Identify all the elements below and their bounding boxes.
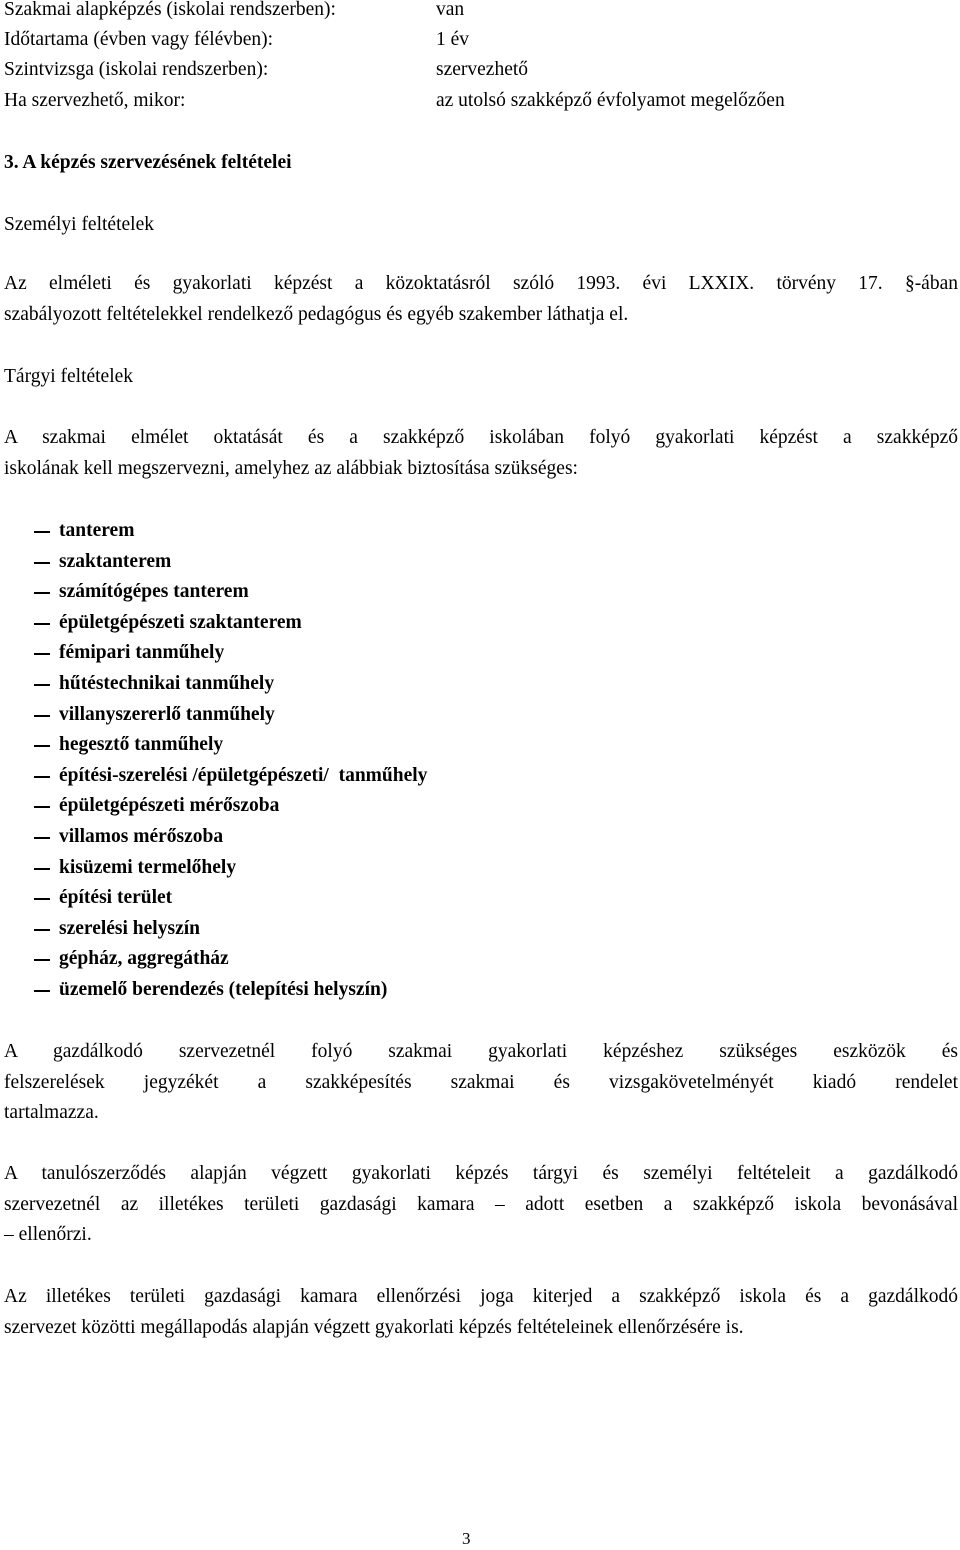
section-title: 3. A képzés szervezésének feltételei <box>4 152 292 173</box>
paragraph-line: A szakmai elmélet oktatását és a szakképző iskolában folyó gyakorlati képzést a szakképző <box>4 427 958 448</box>
page-number: 3 <box>462 1529 471 1548</box>
dash-bullet <box>34 959 50 961</box>
info-label: Szakmai alapképzés (iskolai rendszerben): <box>4 0 336 20</box>
paragraph-line: – ellenőrzi. <box>4 1224 92 1245</box>
info-row <box>4 55 958 85</box>
list-item: hegesztő tanműhely <box>34 730 427 761</box>
dash-bullet <box>34 531 50 533</box>
paragraph-line: iskolának kell megszervezni, amelyhez az alábbiak biztosítása szükséges: <box>4 457 578 479</box>
list-item: tanterem <box>34 516 427 547</box>
info-row <box>4 0 958 25</box>
info-value: szervezhető <box>436 59 529 80</box>
info-value: van <box>436 0 465 20</box>
paragraph-line: Az elméleti és gyakorlati képzést a közoktatásról szóló 1993. évi LXXIX. törvény 17. §-ában <box>4 273 958 294</box>
dash-bullet <box>34 592 50 594</box>
list-item: villamos mérőszoba <box>34 822 427 853</box>
dash-bullet <box>34 623 50 625</box>
list-item: épületgépészeti szaktanterem <box>34 608 427 639</box>
paragraph-line: tartalmazza. <box>4 1102 99 1123</box>
list-item: üzemelő berendezés (telepítési helyszín) <box>34 975 427 1006</box>
dash-bullet <box>34 745 50 747</box>
dash-bullet <box>34 898 50 900</box>
paragraph-line: A gazdálkodó szervezetnél folyó szakmai gyakorlati képzéshez szükséges eszközök és <box>4 1041 958 1062</box>
material-heading: Tárgyi feltételek <box>4 366 134 387</box>
paragraph-line: felszerelések jegyzékét a szakképesítés szakmai és vizsgakövetelményét kiadó rendelet <box>4 1071 958 1093</box>
requirements-list <box>34 516 427 1006</box>
list-item: villanyszererlő tanműhely <box>34 700 427 731</box>
list-item: szerelési helyszín <box>34 914 427 945</box>
info-row <box>4 25 958 55</box>
dash-bullet <box>34 684 50 686</box>
dash-bullet <box>34 806 50 808</box>
info-label: Szintvizsga (iskolai rendszerben): <box>4 59 269 80</box>
dash-bullet <box>34 776 50 778</box>
personal-paragraph <box>4 269 958 330</box>
list-item: építési terület <box>34 883 427 914</box>
dash-bullet <box>34 837 50 839</box>
list-item: építési-szerelési /épületgépészeti/ tanműhely <box>34 761 427 792</box>
dash-bullet <box>34 653 50 655</box>
info-label: Ha szervezhető, mikor: <box>4 90 186 111</box>
equipment-paragraph <box>4 1037 958 1129</box>
list-item: hűtéstechnikai tanműhely <box>34 669 427 700</box>
chamber-paragraph <box>4 1282 958 1343</box>
dash-bullet <box>34 868 50 870</box>
info-label: Időtartama (évben vagy félévben): <box>4 29 274 50</box>
list-item: kisüzemi termelőhely <box>34 853 427 884</box>
list-item: gépház, aggregátház <box>34 944 427 975</box>
dash-bullet <box>34 715 50 717</box>
info-value: 1 év <box>436 29 470 50</box>
list-item: fémipari tanműhely <box>34 638 427 669</box>
paragraph-line: szabályozott feltételekkel rendelkező pedagógus és egyéb szakember láthatja el. <box>4 303 629 325</box>
paragraph-line: szervezetnél az illetékes területi gazdasági kamara – adott esetben a szakképző iskola bevonásával <box>4 1193 958 1215</box>
dash-bullet <box>34 562 50 564</box>
paragraph-line: Az illetékes területi gazdasági kamara ellenőrzési joga kiterjed a szakképző iskola és a gazdálkodó <box>4 1286 958 1307</box>
info-value: az utolsó szakképző évfolyamot megelőzően <box>436 90 785 111</box>
dash-bullet <box>34 990 50 992</box>
info-row <box>4 86 958 116</box>
list-item: szaktanterem <box>34 547 427 578</box>
dash-bullet <box>34 929 50 931</box>
list-item: számítógépes tanterem <box>34 577 427 608</box>
personal-heading: Személyi feltételek <box>4 214 154 235</box>
paragraph-line: A tanulószerződés alapján végzett gyakorlati képzés tárgyi és személyi feltételeit a gazdálkodó <box>4 1163 958 1184</box>
list-item: épületgépészeti mérőszoba <box>34 791 427 822</box>
paragraph-line: szervezet közötti megállapodás alapján végzett gyakorlati képzés feltételeinek ellenőrzésére is. <box>4 1316 744 1338</box>
contract-paragraph <box>4 1159 958 1251</box>
material-paragraph <box>4 423 958 484</box>
